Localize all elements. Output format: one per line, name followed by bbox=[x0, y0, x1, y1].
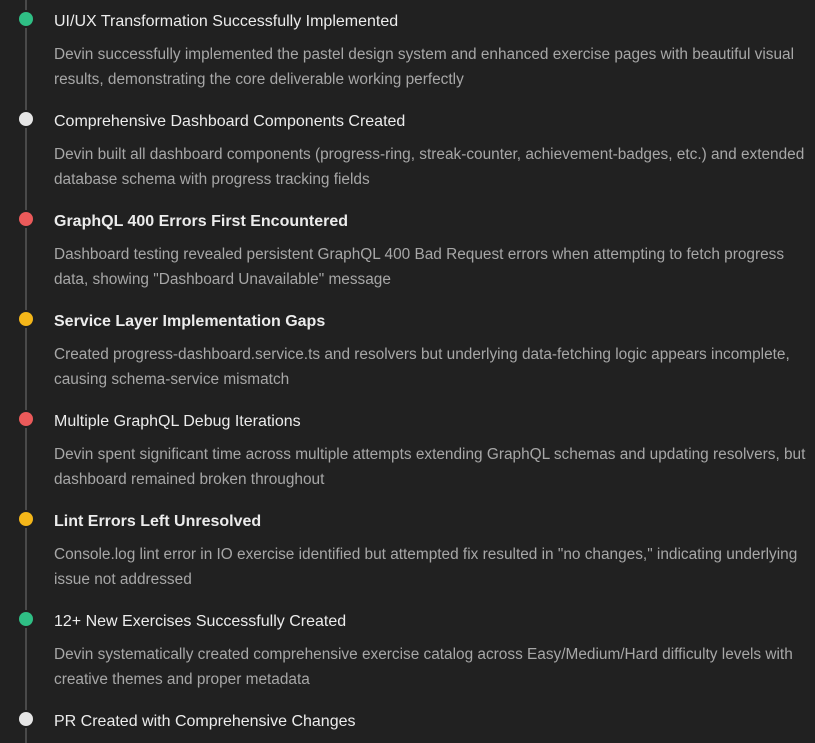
status-dot-icon bbox=[19, 712, 33, 726]
timeline-item-description: Devin spent significant time across multiple attempts extending GraphQL schemas and updating resolvers, but dashboard remained broken throughout bbox=[54, 446, 806, 488]
timeline-item-description: Devin built all dashboard components (progress-ring, streak-counter, achievement-badges, etc.) and extended database schema with progress tracking fields bbox=[54, 146, 805, 188]
timeline-item-description: Dashboard testing revealed persistent GraphQL 400 Bad Request errors when attempting to fetch progress data, showing "Dashboard Unavailable" message bbox=[54, 246, 785, 288]
status-dot-icon bbox=[19, 412, 33, 426]
timeline-item-title: PR Created with Comprehensive Changes bbox=[54, 713, 356, 730]
timeline-item-title: Multiple GraphQL Debug Iterations bbox=[54, 413, 301, 430]
status-dot-icon bbox=[19, 312, 33, 326]
timeline-item-description: Created progress-dashboard.service.ts and resolvers but underlying data-fetching logic appears incomplete, causing schema-service mismatch bbox=[54, 346, 790, 388]
timeline-item-description: Console.log lint error in IO exercise identified but attempted fix resulted in "no changes," indicating underlying issue not addressed bbox=[54, 546, 798, 588]
timeline-item-title: 12+ New Exercises Successfully Created bbox=[54, 613, 347, 630]
status-dot-icon bbox=[19, 212, 33, 226]
timeline-item-description: Devin successfully implemented the pastel design system and enhanced exercise pages with beautiful visual results, demonstrating the core deliverable working perfectly bbox=[54, 46, 795, 88]
status-dot-icon bbox=[19, 12, 33, 26]
timeline-item-description: Devin systematically created comprehensive exercise catalog across Easy/Medium/Hard difficulty levels with creative themes and proper metadata bbox=[54, 646, 793, 688]
timeline-item-title: Lint Errors Left Unresolved bbox=[54, 513, 262, 530]
status-dot-icon bbox=[19, 112, 33, 126]
status-dot-icon bbox=[19, 612, 33, 626]
timeline-item-title: Comprehensive Dashboard Components Created bbox=[54, 113, 406, 130]
timeline-item-title: Service Layer Implementation Gaps bbox=[54, 313, 326, 330]
status-dot-icon bbox=[19, 512, 33, 526]
timeline-item-title: UI/UX Transformation Successfully Implemented bbox=[54, 13, 399, 30]
timeline-item-title: GraphQL 400 Errors First Encountered bbox=[54, 213, 349, 230]
